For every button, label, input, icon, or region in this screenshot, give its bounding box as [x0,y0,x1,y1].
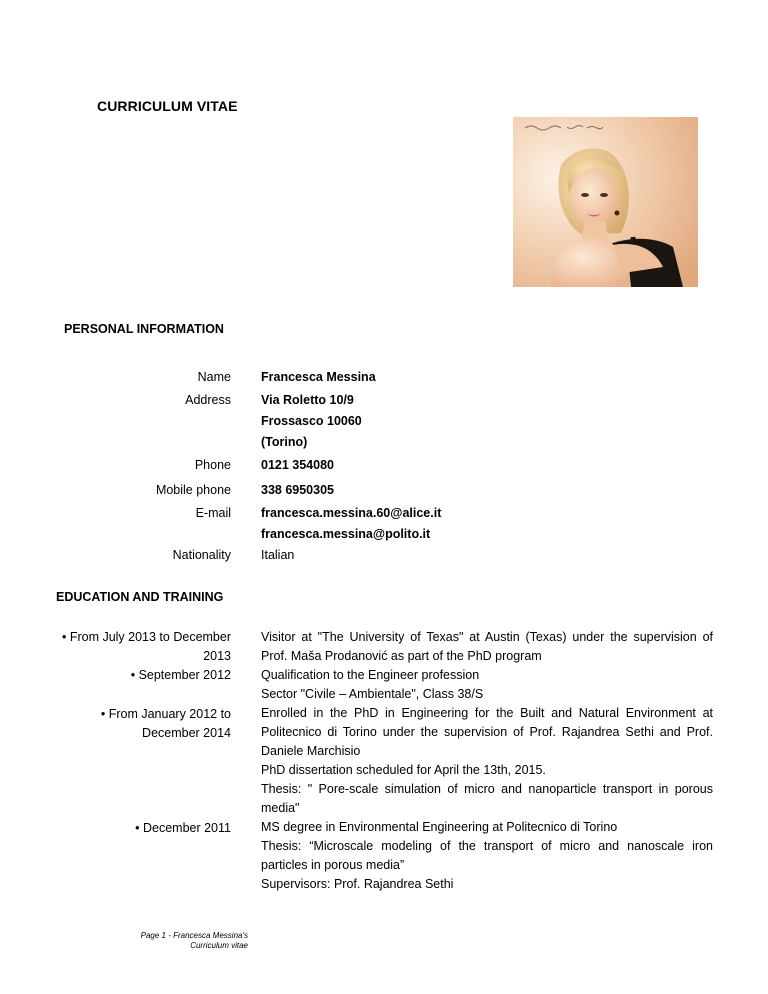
nationality-label: Nationality [172,548,231,562]
address-line-2: Frossasco 10060 [261,414,362,428]
email-label: E-mail [195,506,231,520]
name-label: Name [197,370,231,384]
portrait-illustration [513,117,698,287]
mobile-phone-label: Mobile phone [155,483,231,497]
education-entry-2-line-1: Qualification to the Engineer profession [261,668,480,682]
footer-line-2: Curriculum vitae [190,941,248,950]
education-entry-3-line-3: Thesis: " Pore-scale simulation of micro and nanoparticle transport in porous media" [261,782,713,815]
education-date-2: • September 2012 [130,668,231,682]
education-entry-3-line-1: Enrolled in the PhD in Engineering for the Built and Natural Environment at Politecnico di Torino under the supervision of Prof. Rajandrea Sethi and Prof. Daniele Marchisio [261,706,713,758]
personal-information-heading: PERSONAL INFORMATION [64,322,224,336]
document-title: CURRICULUM VITAE [97,98,238,114]
education-date-3 [31,705,231,743]
education-date-3-line-2: December 2014 [142,726,231,740]
footer-line-1: Page 1 - Francesca Messina's [140,931,248,940]
profile-photo [513,117,698,287]
education-entry-1: Visitor at "The University of Texas" at Austin (Texas) under the supervision of Prof. Maša Prodanović as part of the PhD program [261,630,713,663]
address-line-1: Via Roletto 10/9 [261,393,354,407]
name-value: Francesca Messina [261,370,376,384]
nationality-value: Italian [261,548,295,562]
education-entry-2-line-2: Sector "Civile – Ambientale", Class 38/S [261,687,484,701]
page-footer [141,931,248,951]
education-date-1 [31,628,231,685]
education-entries [261,628,713,894]
education-entry-4-line-2: Thesis: “Microscale modeling of the transport of micro and nanoscale iron particles in porous media” [261,839,713,872]
education-heading: EDUCATION AND TRAINING [56,590,224,604]
address-line-3: (Torino) [261,435,308,449]
phone-label: Phone [194,458,231,472]
mobile-phone-value: 338 6950305 [261,483,334,497]
email-value-2: francesca.messina@polito.it [261,527,431,541]
phone-value: 0121 354080 [261,458,334,472]
education-entry-3-line-2: PhD dissertation scheduled for April the 13th, 2015. [261,763,546,777]
education-date-3-line-1: • From January 2012 to [100,707,231,721]
education-date-1-line-2: 2013 [203,649,231,663]
email-value-1: francesca.messina.60@alice.it [261,506,442,520]
education-date-1-line-1: • From July 2013 to December [61,630,231,644]
education-entry-4-line-3: Supervisors: Prof. Rajandrea Sethi [261,877,454,891]
education-date-4: • December 2011 [135,821,231,835]
education-entry-4-line-1: MS degree in Environmental Engineering at Politecnico di Torino [261,820,618,834]
address-label: Address [185,393,231,407]
